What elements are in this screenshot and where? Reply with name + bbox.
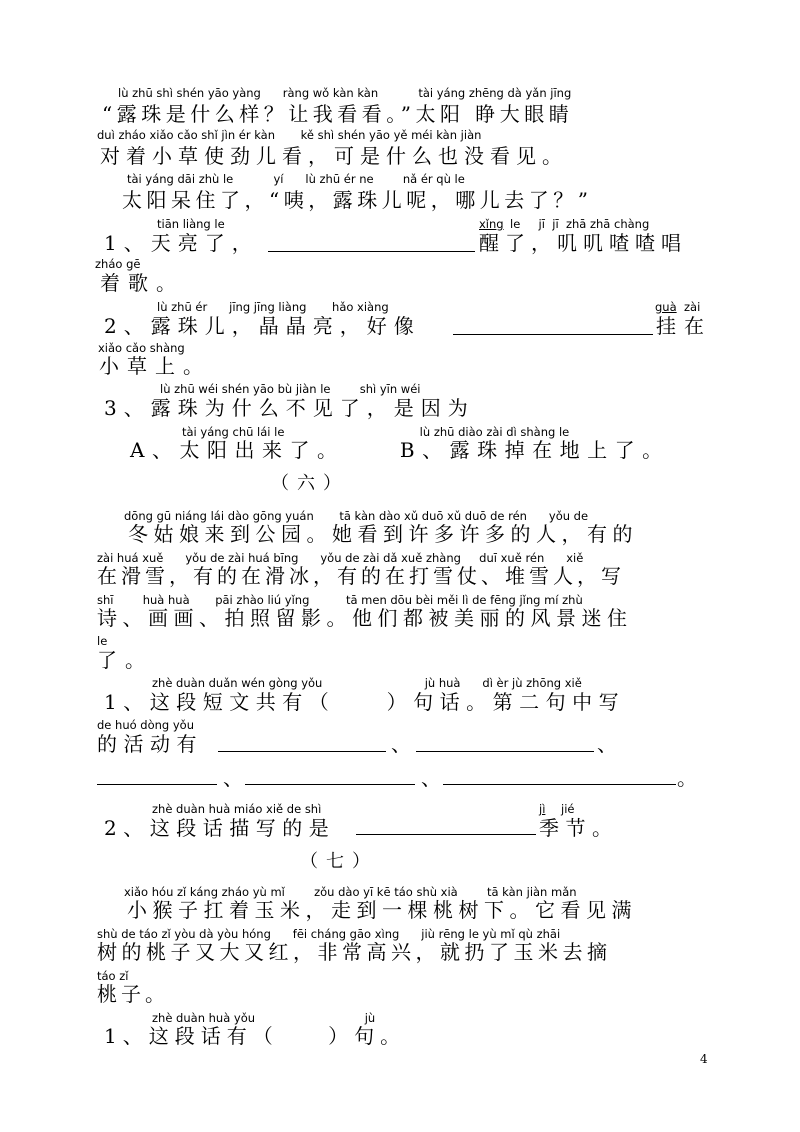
- pinyin-line: jié: [561, 802, 575, 816]
- section-heading: （七）: [300, 851, 378, 872]
- question-text: 的活动有: [97, 732, 203, 756]
- question-text: 3、露珠为什么不见了，是因为: [104, 396, 475, 420]
- pinyin-line: jì: [539, 802, 546, 816]
- answer-blank[interactable]: [453, 334, 653, 335]
- answer-blank[interactable]: [356, 834, 536, 835]
- pinyin-line: zhè duàn huà miáo xiě de shì: [152, 802, 322, 816]
- text-line: 在滑雪，有的在滑冰，有的在打雪仗、堆雪人，写: [97, 564, 625, 588]
- period: 。: [677, 766, 700, 790]
- text-line: 冬姑娘来到公园。她看到许多许多的人，有的: [128, 522, 638, 546]
- separator-comma: 、: [597, 732, 620, 756]
- pinyin-line: lù zhū shì shén yāo yàng ràng wǒ kàn kàn tài yáng zhēng dà yǎn jīng: [118, 86, 572, 100]
- text-line: 对着小草使劲儿看，可是什么也没看见。: [100, 144, 568, 168]
- question-text: 2、露珠儿，晶晶亮，好像: [104, 314, 421, 338]
- text-line: 太阳呆住了，“咦，露珠儿呢，哪儿去了？”: [122, 188, 593, 212]
- question-text: 醒了，叽叽喳喳唱: [479, 231, 687, 255]
- pinyin-line: tài yáng dāi zhù le yí lù zhū ér ne nǎ ér qù le: [127, 172, 465, 186]
- answer-blank[interactable]: [245, 784, 415, 785]
- pinyin-line: zhè duàn huà yǒu jù: [152, 1011, 376, 1025]
- text-line: 了。: [97, 648, 153, 672]
- pinyin-line: xiǎo cǎo shàng: [98, 341, 185, 355]
- question-text: 1、这段短文共有（ ）句话。第二句中写: [104, 690, 626, 714]
- pinyin-line: le: [97, 634, 108, 648]
- pinyin-line: tiān liàng le: [157, 217, 225, 231]
- answer-options: A、太阳出来了。 B、露珠掉在地上了。: [130, 438, 670, 462]
- answer-blank[interactable]: [416, 751, 594, 752]
- pinyin-line: xiǎo hóu zǐ káng zháo yù mǐ zǒu dào yī kē táo shù xià tā kàn jiàn mǎn: [124, 885, 577, 899]
- pinyin-line: guà: [655, 300, 677, 314]
- pinyin-line: lù zhū wéi shén yāo bù jiàn le shì yīn wéi: [160, 382, 421, 396]
- pinyin-line: dōng gū niáng lái dào gōng yuán tā kàn dào xǔ duō xǔ duō de rén yǒu de: [124, 509, 589, 523]
- text-line: 着歌。: [100, 271, 184, 295]
- text-line: 树的桃子又大又红，非常高兴，就扔了玉米去摘: [97, 940, 612, 964]
- question-text: 1、天亮了，: [104, 231, 259, 255]
- text-line: 小猴子扛着玉米，走到一棵桃树下。它看见满: [127, 898, 637, 922]
- answer-blank[interactable]: [443, 784, 676, 785]
- question-text: 2、这段话描写的是: [104, 816, 336, 840]
- text-line: “露珠是什么样？让我看看。”太阳 睁大眼睛: [102, 102, 574, 126]
- answer-blank[interactable]: [97, 784, 217, 785]
- pinyin-line: shù de táo zǐ yòu dà yòu hóng fēi cháng gāo xìng jiù rēng le yù mǐ qù zhāi: [97, 927, 561, 941]
- pinyin-line: shī huà huà pāi zhào liú yǐng tā men dōu bèi měi lì de fēng jǐng mí zhù: [97, 593, 583, 607]
- separator-comma: 、: [421, 766, 444, 790]
- pinyin-line: zài: [684, 300, 701, 314]
- pinyin-line: zhè duàn duǎn wén gòng yǒu jù huà dì èr jù zhōng xiě: [152, 676, 582, 690]
- pinyin-line: le jī jī zhā zhā chàng: [510, 217, 650, 231]
- pinyin-line: de huó dòng yǒu: [97, 718, 195, 732]
- page-number: 4: [700, 1052, 708, 1066]
- text-line: 小草上。: [99, 354, 211, 378]
- pinyin-line: táo zǐ: [97, 969, 129, 983]
- question-text: 季节。: [539, 816, 619, 840]
- question-text: 挂在: [656, 314, 712, 338]
- separator-comma: 、: [391, 732, 414, 756]
- separator-comma: 、: [223, 766, 246, 790]
- answer-blank[interactable]: [218, 751, 386, 752]
- pinyin-line: tài yáng chū lái le lù zhū diào zài dì shàng le: [182, 425, 570, 439]
- pinyin-line: xǐng: [479, 217, 504, 231]
- question-text: 1、这段话有（ ）句。: [104, 1024, 407, 1048]
- text-line: 诗、画画、拍照留影。他们都被美丽的风景迷住: [97, 606, 633, 630]
- text-line: 桃子。: [97, 982, 169, 1006]
- pinyin-line: zháo gē: [95, 257, 141, 271]
- answer-blank[interactable]: [268, 251, 475, 252]
- pinyin-line: lù zhū ér jīng jīng liàng hǎo xiàng: [157, 300, 389, 314]
- pinyin-line: zài huá xuě yǒu de zài huá bīng yǒu de zài dǎ xuě zhàng duī xuě rén xiě: [97, 551, 584, 565]
- pinyin-line: duì zháo xiǎo cǎo shǐ jìn ér kàn kě shì shén yāo yě méi kàn jiàn: [97, 128, 482, 142]
- section-heading: （六）: [271, 473, 349, 494]
